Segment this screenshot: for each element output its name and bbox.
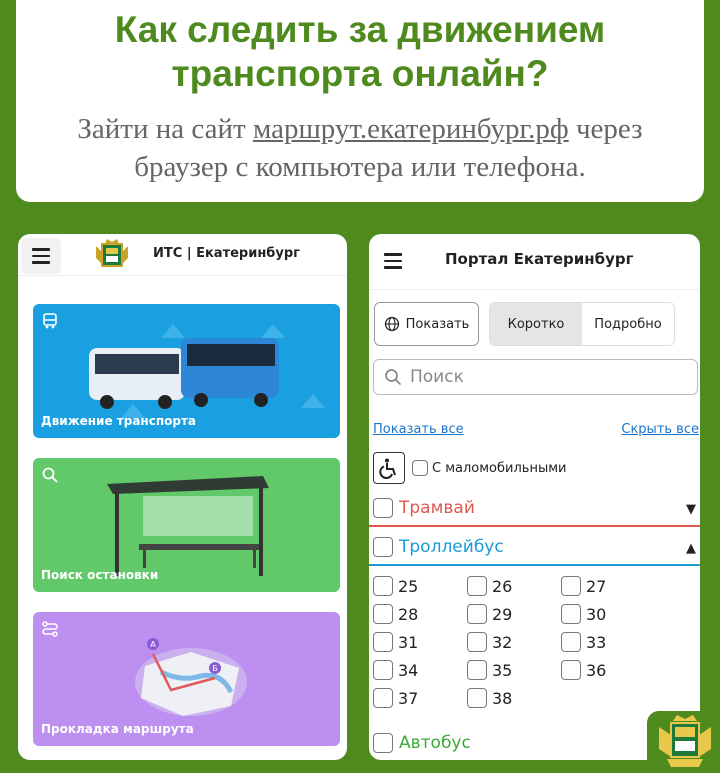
segment-brief[interactable]: Коротко bbox=[490, 303, 582, 345]
bus-checkbox[interactable] bbox=[373, 733, 393, 753]
category-trolleybus[interactable] bbox=[373, 537, 504, 557]
tile-stop-search[interactable] bbox=[33, 458, 340, 592]
show-button-label: Показать bbox=[405, 316, 470, 332]
chevron-down-icon[interactable]: ▼ bbox=[686, 502, 696, 517]
hamburger-menu-button[interactable] bbox=[21, 238, 61, 274]
accessible-filter[interactable] bbox=[412, 460, 566, 476]
accessibility-toggle[interactable] bbox=[373, 452, 405, 484]
route-31[interactable] bbox=[373, 632, 418, 652]
route-number: 27 bbox=[586, 576, 607, 596]
search-input[interactable] bbox=[373, 359, 698, 395]
route-number: 35 bbox=[492, 660, 513, 680]
subtitle-text-after: через bbox=[568, 113, 643, 145]
search-icon bbox=[384, 368, 402, 386]
route-checkbox[interactable] bbox=[561, 576, 581, 596]
route-number: 32 bbox=[492, 632, 513, 652]
route-checkbox[interactable] bbox=[467, 604, 487, 624]
route-number: 38 bbox=[492, 688, 513, 708]
portal-title: Портал Екатеринбург bbox=[445, 250, 634, 268]
subtitle-text: Зайти на сайт bbox=[77, 113, 253, 145]
route-33[interactable] bbox=[561, 632, 606, 652]
route-number: 29 bbox=[492, 604, 513, 624]
route-number: 37 bbox=[398, 688, 419, 708]
route-checkbox[interactable] bbox=[561, 604, 581, 624]
page-subtitle bbox=[16, 110, 704, 186]
route-number: 36 bbox=[586, 660, 607, 680]
route-36[interactable] bbox=[561, 660, 606, 680]
trolleybus-divider bbox=[369, 564, 700, 566]
accessible-checkbox[interactable] bbox=[412, 460, 428, 476]
chevron-up-icon[interactable]: ▲ bbox=[686, 541, 696, 556]
site-link[interactable]: маршрут.екатеринбург.рф bbox=[252, 113, 569, 145]
map-point-b: Б bbox=[212, 664, 218, 673]
route-30[interactable] bbox=[561, 604, 606, 624]
portal-topbar bbox=[369, 234, 700, 290]
tile-label-stop-search: Поиск остановки bbox=[41, 568, 159, 582]
subtitle-line-2: браузер с компьютера или телефона. bbox=[134, 151, 586, 183]
show-all-link[interactable]: Показать все bbox=[373, 422, 464, 437]
header-card bbox=[16, 0, 704, 202]
wheelchair-icon bbox=[378, 457, 400, 479]
route-checkbox[interactable] bbox=[467, 576, 487, 596]
tram-label: Трамвай bbox=[399, 498, 475, 518]
page-title bbox=[16, 0, 704, 96]
portal-app-screen bbox=[369, 234, 700, 760]
corner-crest-badge bbox=[647, 711, 720, 773]
bus-label: Автобус bbox=[399, 733, 471, 753]
route-checkbox[interactable] bbox=[373, 660, 393, 680]
route-checkbox[interactable] bbox=[467, 688, 487, 708]
route-37[interactable] bbox=[373, 688, 418, 708]
route-number: 30 bbox=[586, 604, 607, 624]
accessible-label: С маломобильными bbox=[432, 460, 567, 476]
bus-stop-illustration bbox=[103, 468, 273, 580]
route-number: 34 bbox=[398, 660, 419, 680]
route-checkbox[interactable] bbox=[561, 660, 581, 680]
tram-divider bbox=[369, 525, 700, 527]
hamburger-menu-button[interactable] bbox=[375, 243, 411, 279]
route-number: 31 bbox=[398, 632, 419, 652]
route-27[interactable] bbox=[561, 576, 606, 596]
city-crest-logo bbox=[655, 715, 715, 769]
globe-icon bbox=[384, 316, 400, 332]
route-checkbox[interactable] bbox=[373, 576, 393, 596]
route-checkbox[interactable] bbox=[467, 660, 487, 680]
buses-illustration bbox=[85, 334, 285, 414]
title-line-2: транспорта онлайн? bbox=[171, 53, 549, 94]
route-35[interactable] bbox=[467, 660, 512, 680]
route-34[interactable] bbox=[373, 660, 418, 680]
route-32[interactable] bbox=[467, 632, 512, 652]
tile-transport-movement[interactable] bbox=[33, 304, 340, 438]
route-number: 33 bbox=[586, 632, 607, 652]
route-checkbox[interactable] bbox=[467, 632, 487, 652]
trolleybus-label: Троллейбус bbox=[399, 537, 504, 557]
trolleybus-checkbox[interactable] bbox=[373, 537, 393, 557]
hide-all-link[interactable]: Скрыть все bbox=[621, 422, 699, 437]
tile-label-transport: Движение транспорта bbox=[41, 414, 197, 428]
route-38[interactable] bbox=[467, 688, 512, 708]
bus-icon bbox=[41, 312, 59, 330]
segment-detailed[interactable]: Подробно bbox=[594, 316, 662, 332]
its-title: ИТС | Екатеринбург bbox=[153, 246, 300, 261]
tile-route-planning[interactable] bbox=[33, 612, 340, 746]
map-point-a: А bbox=[150, 640, 156, 649]
route-icon bbox=[41, 620, 59, 638]
category-bus[interactable] bbox=[373, 733, 471, 753]
route-checkbox[interactable] bbox=[373, 604, 393, 624]
map-illustration bbox=[131, 632, 251, 722]
search-icon bbox=[41, 466, 59, 484]
city-crest-logo bbox=[92, 238, 132, 270]
route-26[interactable] bbox=[467, 576, 512, 596]
route-29[interactable] bbox=[467, 604, 512, 624]
route-checkbox[interactable] bbox=[561, 632, 581, 652]
its-topbar bbox=[18, 234, 347, 276]
route-checkbox[interactable] bbox=[373, 632, 393, 652]
route-number: 28 bbox=[398, 604, 419, 624]
tram-checkbox[interactable] bbox=[373, 498, 393, 518]
route-number: 26 bbox=[492, 576, 513, 596]
route-25[interactable] bbox=[373, 576, 418, 596]
view-mode-toggle bbox=[489, 302, 675, 346]
search-placeholder: Поиск bbox=[410, 367, 464, 387]
its-app-screen bbox=[18, 234, 347, 760]
title-line-1: Как следить за движением bbox=[114, 9, 606, 50]
tile-label-route: Прокладка маршрута bbox=[41, 722, 194, 736]
route-28[interactable] bbox=[373, 604, 418, 624]
route-checkbox[interactable] bbox=[373, 688, 393, 708]
route-number: 25 bbox=[398, 576, 419, 596]
category-tram[interactable] bbox=[373, 498, 475, 518]
show-button[interactable] bbox=[374, 302, 479, 346]
